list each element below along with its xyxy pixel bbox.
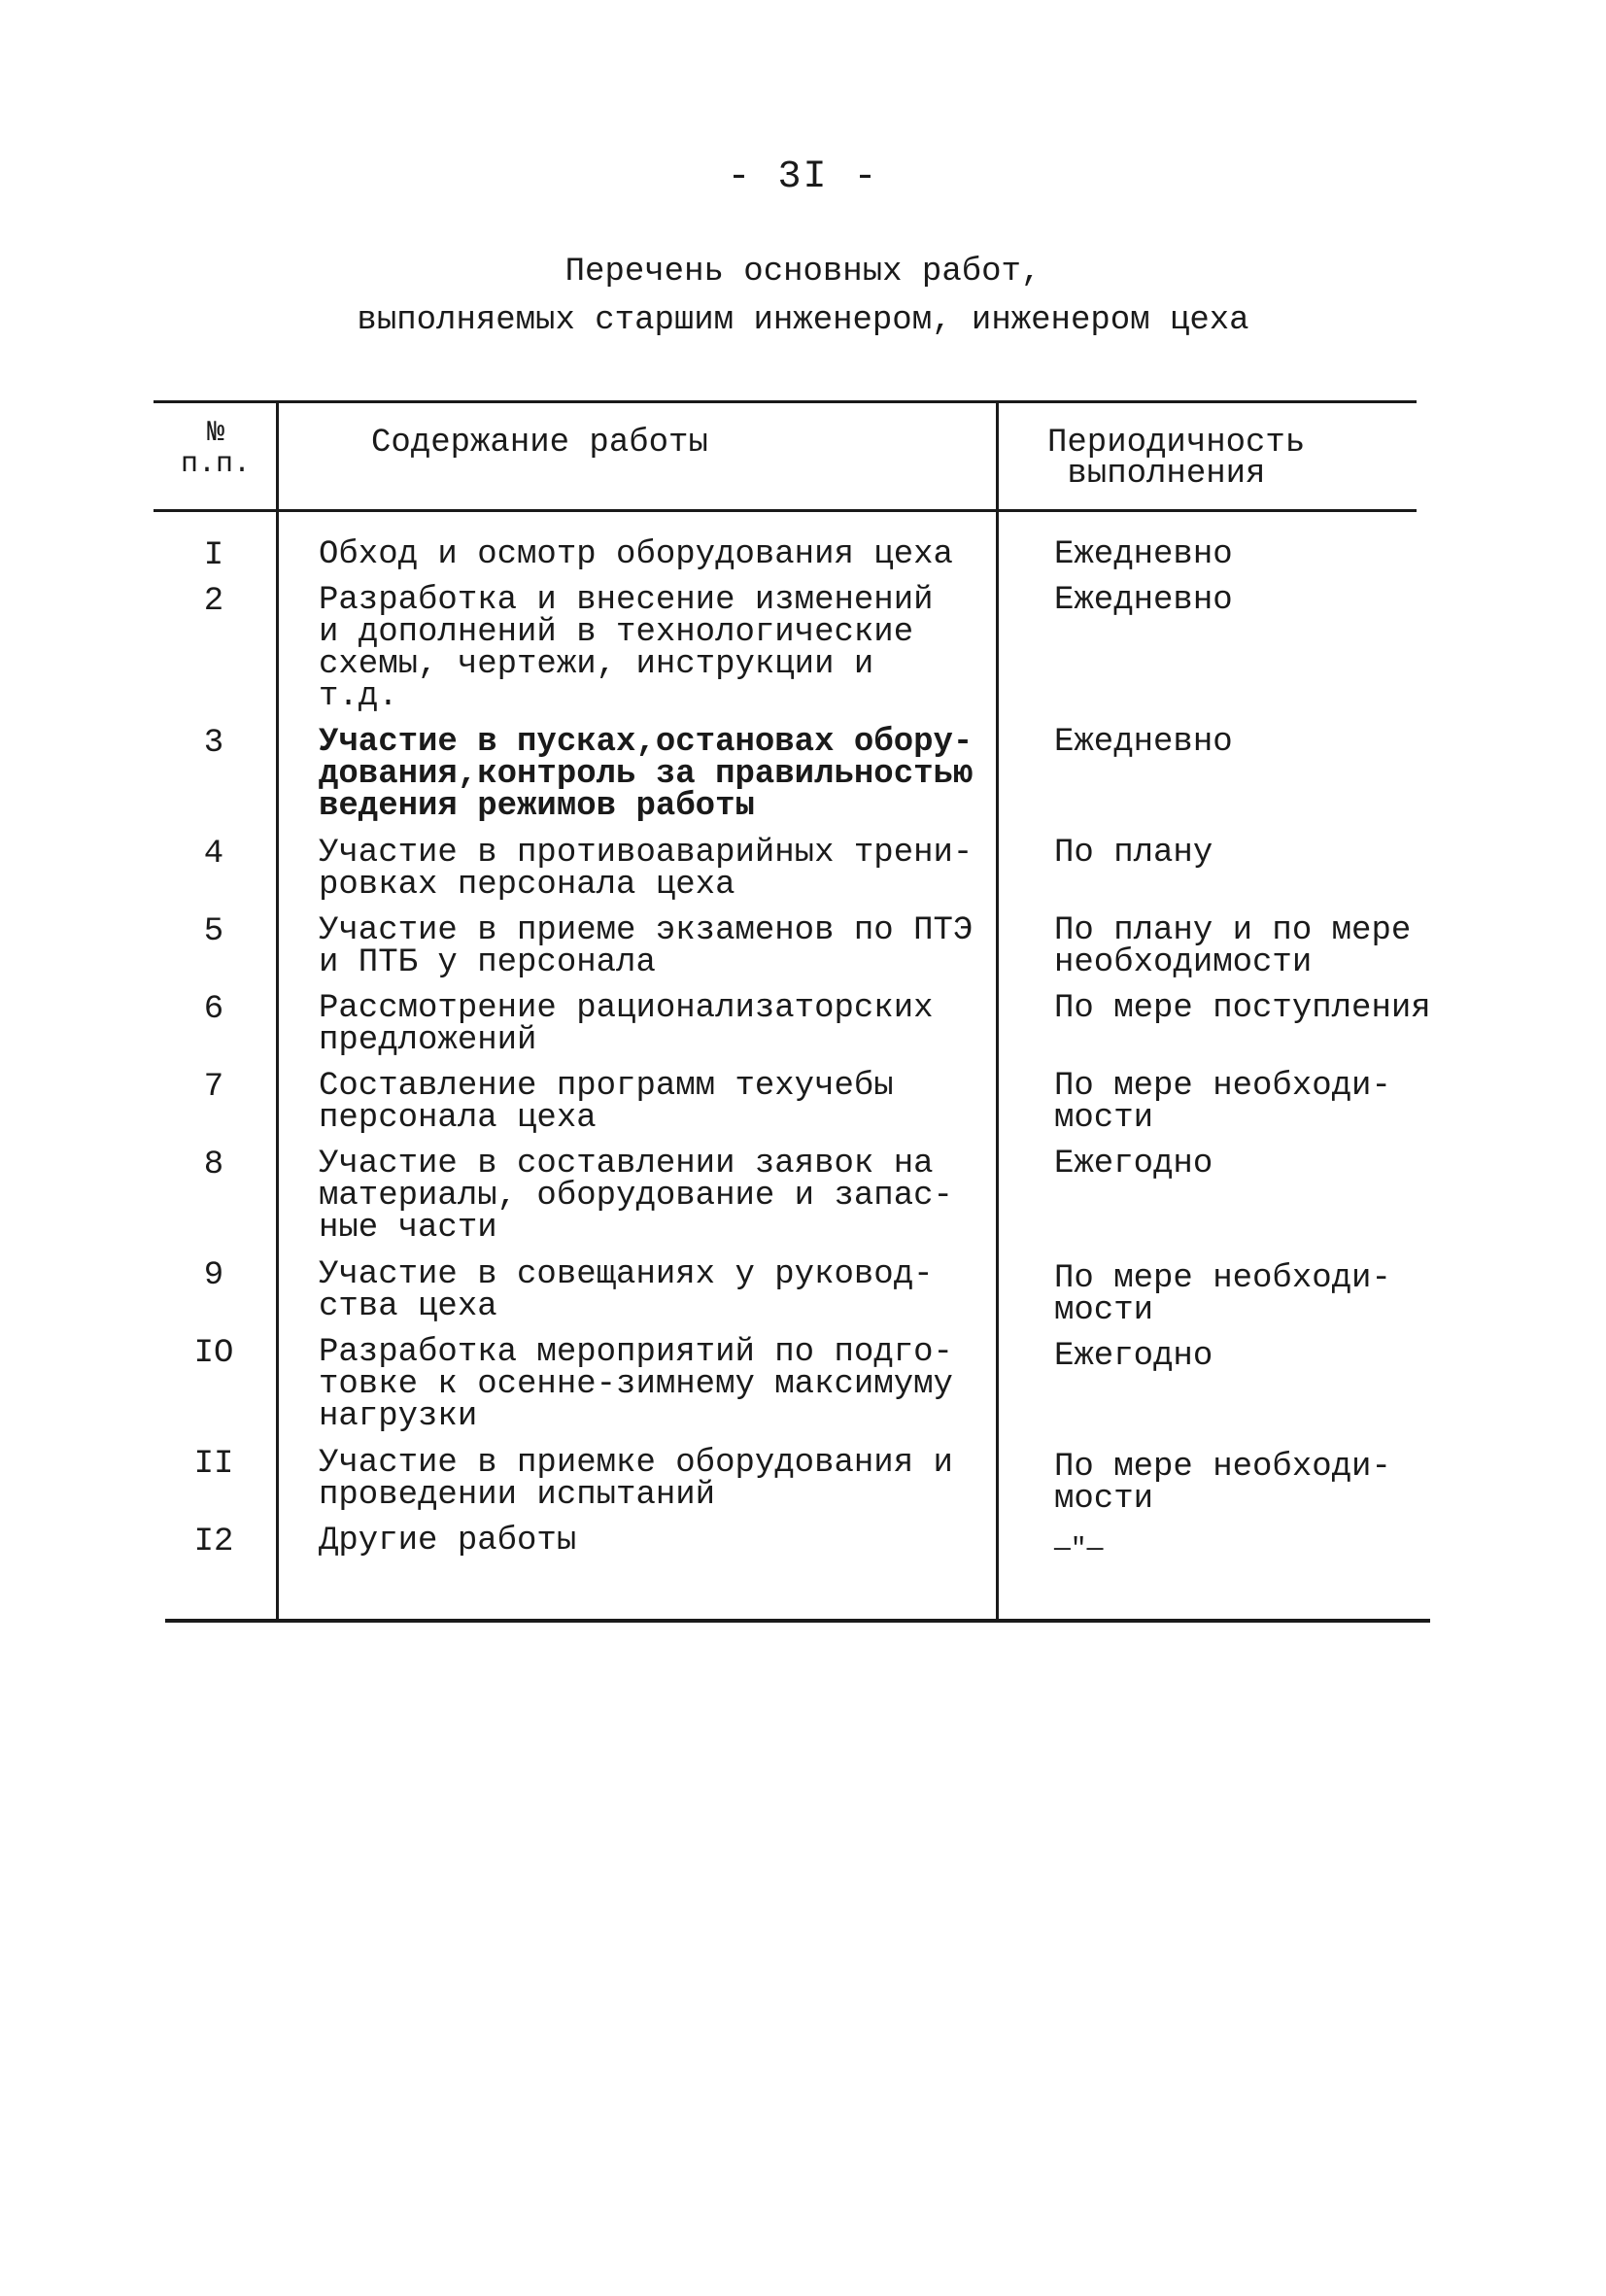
row-9-number: 9	[203, 1257, 224, 1294]
row-1-number: I	[203, 537, 224, 574]
row-6-content: Рассмотрение рационализаторских предложений	[319, 990, 934, 1059]
row-4-period: По плану	[1054, 835, 1213, 872]
row-2-period: Ежедневно	[1054, 582, 1233, 619]
row-11-content: Участие в приемке оборудования и проведении испытаний	[319, 1445, 953, 1514]
row-7-content: Составление программ техучебы персонала цеха	[319, 1068, 894, 1137]
row-7-number: 7	[203, 1069, 224, 1106]
row-1-content: Обход и осмотр оборудования цеха	[319, 536, 953, 573]
row-7-period: По мере необходи- мости	[1054, 1068, 1391, 1137]
title-line-1: Перечень основных работ,	[564, 254, 1042, 291]
row-6-number: 6	[203, 991, 224, 1028]
row-4-number: 4	[203, 836, 224, 873]
row-2-content: Разработка и внесение изменений и дополнений в технологические схемы, чертежи, инструкции и т.д.	[319, 582, 934, 715]
header-period: Периодичность выполнения	[1047, 425, 1306, 493]
row-10-content: Разработка мероприятий по подго- товке к осенне-зимнему максимуму нагрузки	[319, 1334, 953, 1435]
row-11-number: II	[193, 1446, 234, 1483]
row-10-number: IO	[193, 1335, 234, 1372]
header-number: № п.п.	[180, 417, 251, 481]
table-bottom-rule	[165, 1619, 1430, 1623]
row-8-content: Участие в составлении заявок на материалы, оборудование и запас- ные части	[319, 1146, 953, 1247]
page-number: - 3I -	[727, 155, 879, 199]
row-12-period: —"—	[1054, 1534, 1104, 1564]
row-3-content: Участие в пусках,остановах обору- дования,контроль за правильностью ведения режимов работы	[319, 724, 974, 825]
row-5-content: Участие в приеме экзаменов по ПТЭ и ПТБ у персонала	[319, 912, 974, 981]
row-10-period: Ежегодно	[1054, 1338, 1213, 1375]
row-4-content: Участие в противоаварийных трени- ровках персонала цеха	[319, 835, 974, 904]
row-1-period: Ежедневно	[1054, 536, 1233, 573]
row-3-number: 3	[203, 725, 224, 762]
header-content: Содержание работы	[371, 425, 708, 462]
title-line-2: выполняемых старшим инженером, инженером цеха	[357, 302, 1249, 339]
row-11-period: По мере необходи- мости	[1054, 1449, 1391, 1518]
row-8-period: Ежегодно	[1054, 1146, 1213, 1182]
row-6-period: По мере поступления	[1054, 990, 1431, 1027]
row-2-number: 2	[203, 583, 224, 620]
row-9-period: По мере необходи- мости	[1054, 1260, 1391, 1329]
row-12-number: I2	[193, 1524, 234, 1560]
row-5-period: По плану и по мере необходимости	[1054, 912, 1412, 981]
row-12-content: Другие работы	[319, 1523, 577, 1559]
table-col-divider-1	[276, 400, 279, 1622]
document-title	[0, 248, 1606, 345]
row-9-content: Участие в совещаниях у руковод- ства цеха	[319, 1256, 934, 1325]
table-top-rule	[154, 400, 1417, 403]
row-5-number: 5	[203, 913, 224, 950]
row-8-number: 8	[203, 1147, 224, 1183]
table-header-rule	[154, 509, 1417, 512]
row-3-period: Ежедневно	[1054, 724, 1233, 761]
